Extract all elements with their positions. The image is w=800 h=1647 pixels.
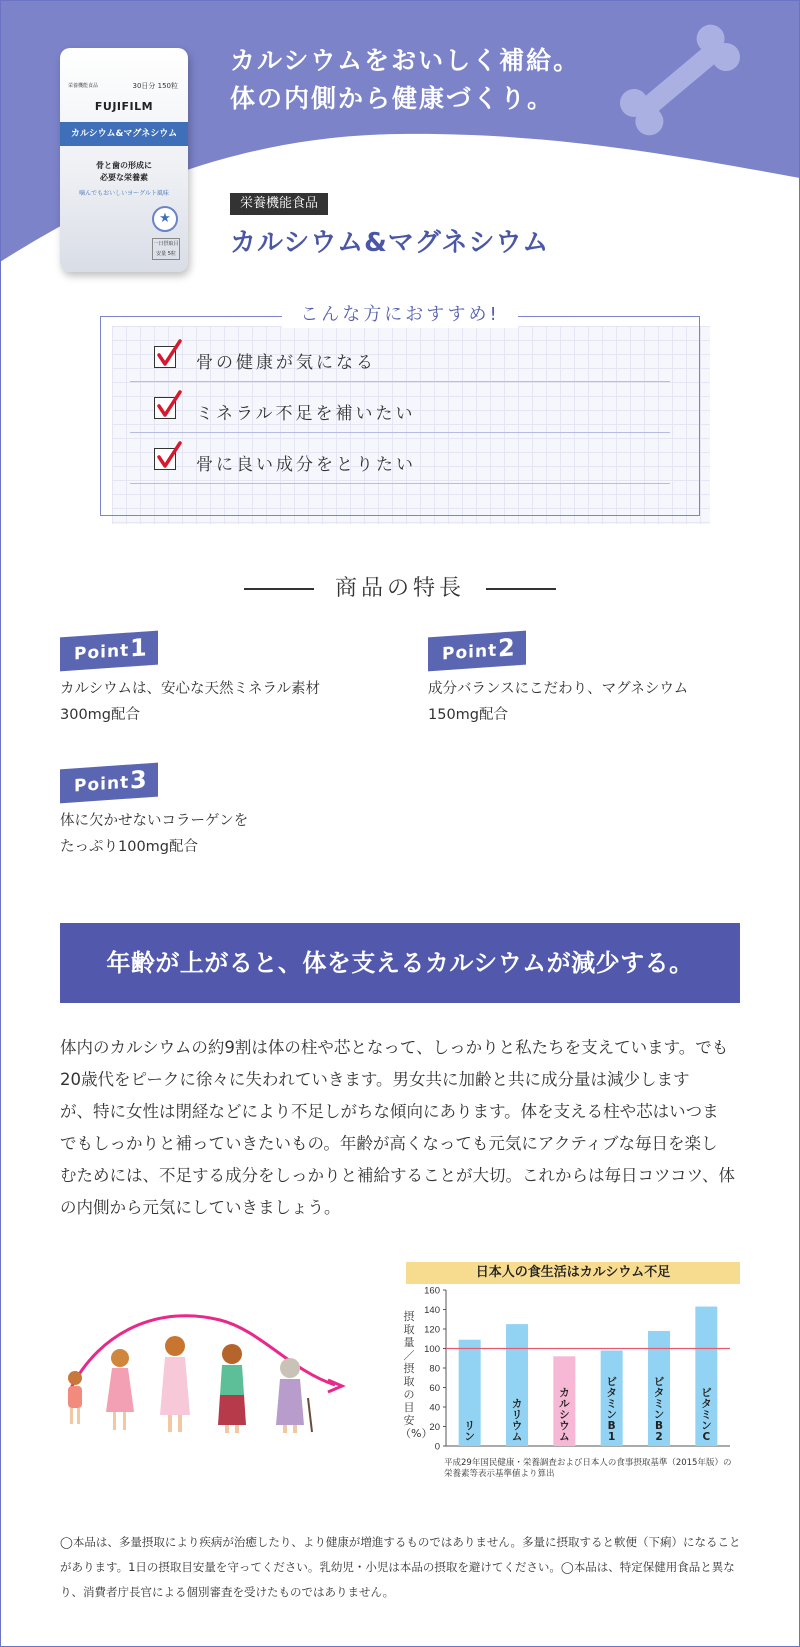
footnote-line: ◯本品は、多量摂取により疾病が治癒したり、より健康が増進するものではありません。多量に摂取すると軟便（下痢）になること bbox=[60, 1535, 741, 1549]
point-2-tag bbox=[428, 631, 526, 672]
point-3-tag bbox=[60, 763, 158, 804]
chart-note-line-1: 平成29年国民健康・栄養調査および日本人の食事摂取基準（2015年版）の bbox=[444, 1458, 732, 1468]
point-text-line-2: 300mg配合 bbox=[60, 707, 141, 723]
heading-rule-right bbox=[486, 588, 556, 590]
check-icon bbox=[154, 397, 176, 419]
point-text-line-1: 成分バランスにこだわり、マグネシウム bbox=[428, 681, 689, 697]
hero-catchcopy bbox=[230, 42, 580, 118]
body-line: 体内のカルシウムの約9割は体の柱や芯となって、しっかりと私たちを支えています。でも bbox=[60, 1038, 729, 1057]
point-text-line-2: たっぷり100mg配合 bbox=[60, 839, 199, 855]
point-text-line-2: 150mg配合 bbox=[428, 707, 509, 723]
chart-note-line-2: 栄養素等表示基準値より算出 bbox=[444, 1469, 555, 1479]
recommend-title-wrap bbox=[0, 302, 800, 328]
elderly-figure bbox=[276, 1358, 312, 1433]
package-desc-line-2: 必要な栄養素 bbox=[100, 173, 148, 182]
features-heading: 商品の特長 bbox=[334, 576, 465, 601]
package-top-label: 栄養機能食品 bbox=[68, 83, 99, 89]
point-word: Point bbox=[74, 640, 130, 665]
calcium-bar-chart bbox=[400, 1284, 740, 1456]
product-package-image bbox=[60, 48, 188, 272]
chart-source-note bbox=[444, 1458, 731, 1480]
body-paragraph bbox=[60, 1032, 744, 1224]
catch-line-2: 体の内側から健康づくり。 bbox=[230, 84, 555, 113]
recommend-item-label: 骨に良い成分をとりたい bbox=[196, 455, 416, 475]
point-word: Point bbox=[442, 640, 498, 665]
footnote-line: り、消費者庁長官による個別審査を受けたものではありません。 bbox=[60, 1585, 395, 1599]
body-line: むためには、不足する成分をしっかりと補給することが大切。これからは毎日コツコツ、体 bbox=[60, 1166, 736, 1185]
y-tick-label: 160 bbox=[424, 1285, 440, 1297]
body-line: の内側から元気にしていきましょう。 bbox=[60, 1198, 341, 1217]
chart-y-axis-label: 摂取量／摂取の目安（%） bbox=[400, 1310, 433, 1440]
package-description bbox=[60, 160, 188, 184]
package-brand: FUJIFILM bbox=[94, 100, 154, 113]
point-number: 1 bbox=[130, 633, 147, 663]
product-name: カルシウム&マグネシウム bbox=[230, 228, 550, 258]
chart-title: 日本人の食生活はカルシウム不足 bbox=[406, 1262, 740, 1284]
point-number: 2 bbox=[498, 633, 515, 663]
woman-figure bbox=[160, 1336, 190, 1432]
category-label: ビタミン C bbox=[701, 1387, 712, 1443]
y-tick-label: 60 bbox=[429, 1383, 440, 1394]
recommend-title: こんな方におすすめ! bbox=[282, 302, 517, 328]
product-category-badge: 栄養機能食品 bbox=[230, 193, 328, 215]
body-line: が、特に女性は閉経などにより不足しがちな傾向にあります。体を支える柱や芯はいつま bbox=[60, 1102, 719, 1121]
body-line: 20歳代をピークに徐々に失われていきます。男女共に加齢と共に成分量は減少します bbox=[60, 1070, 690, 1089]
package-dose-box: 一日摂取目安量 5粒 bbox=[152, 238, 180, 260]
catch-line-1: カルシウムをおいしく補給。 bbox=[230, 46, 581, 75]
y-tick-label: 80 bbox=[429, 1363, 440, 1375]
point-1-text bbox=[60, 676, 320, 728]
seal-icon bbox=[152, 206, 178, 232]
category-label: カリウム bbox=[511, 1398, 523, 1443]
category-label: リン bbox=[464, 1420, 475, 1443]
y-tick-label: 140 bbox=[424, 1305, 440, 1316]
point-1-tag bbox=[60, 631, 158, 672]
aging-women-illustration bbox=[60, 1290, 360, 1440]
check-icon bbox=[154, 346, 176, 368]
point-3-text bbox=[60, 808, 248, 860]
y-tick-label: 20 bbox=[429, 1422, 440, 1433]
middle-aged-figure bbox=[218, 1344, 246, 1433]
recommend-item-label: ミネラル不足を補いたい bbox=[196, 404, 416, 424]
package-desc-line-1: 骨と歯の形成に bbox=[96, 161, 152, 170]
child-figure bbox=[68, 1371, 82, 1424]
package-band: カルシウム&マグネシウム bbox=[60, 122, 188, 146]
footnote-line: があります。1日の摂取目安量を守ってください。乳幼児・小児は本品の摂取を避けてください。◯本品は、特定保健用食品と異な bbox=[60, 1560, 735, 1574]
point-number: 3 bbox=[130, 765, 147, 795]
recommend-item bbox=[130, 434, 670, 484]
package-flavor: 噛んでもおいしいヨーグルト風味 bbox=[79, 190, 169, 197]
recommend-item bbox=[130, 383, 670, 433]
body-line: でもしっかりと補っていきたいもの。年齢が高くなっても元気にアクティブな毎日を楽し bbox=[60, 1134, 718, 1153]
y-tick-label: 0 bbox=[434, 1441, 440, 1453]
category-label: ビタミン B 1 bbox=[606, 1376, 617, 1443]
recommend-item bbox=[130, 332, 670, 382]
point-2-text bbox=[428, 676, 688, 728]
category-label: カルシウム bbox=[559, 1387, 570, 1443]
y-tick-label: 40 bbox=[429, 1402, 440, 1414]
category-label: ビタミン B 2 bbox=[653, 1376, 665, 1443]
point-text-line-1: 体に欠かせないコラーゲンを bbox=[60, 813, 249, 829]
y-tick-label: 120 bbox=[424, 1324, 440, 1336]
point-word: Point bbox=[74, 772, 130, 797]
footnote bbox=[60, 1530, 746, 1605]
girl-figure bbox=[106, 1349, 134, 1430]
calcium-decline-banner: 年齢が上がると、体を支えるカルシウムが減少する。 bbox=[60, 923, 740, 1003]
point-text-line-1: カルシウムは、安心な天然ミネラル素材 bbox=[60, 681, 321, 697]
check-icon bbox=[154, 448, 176, 470]
recommend-item-label: 骨の健康が気になる bbox=[196, 353, 376, 373]
y-tick-label: 100 bbox=[424, 1344, 440, 1355]
package-count: 30日分 150粒 bbox=[132, 82, 178, 90]
